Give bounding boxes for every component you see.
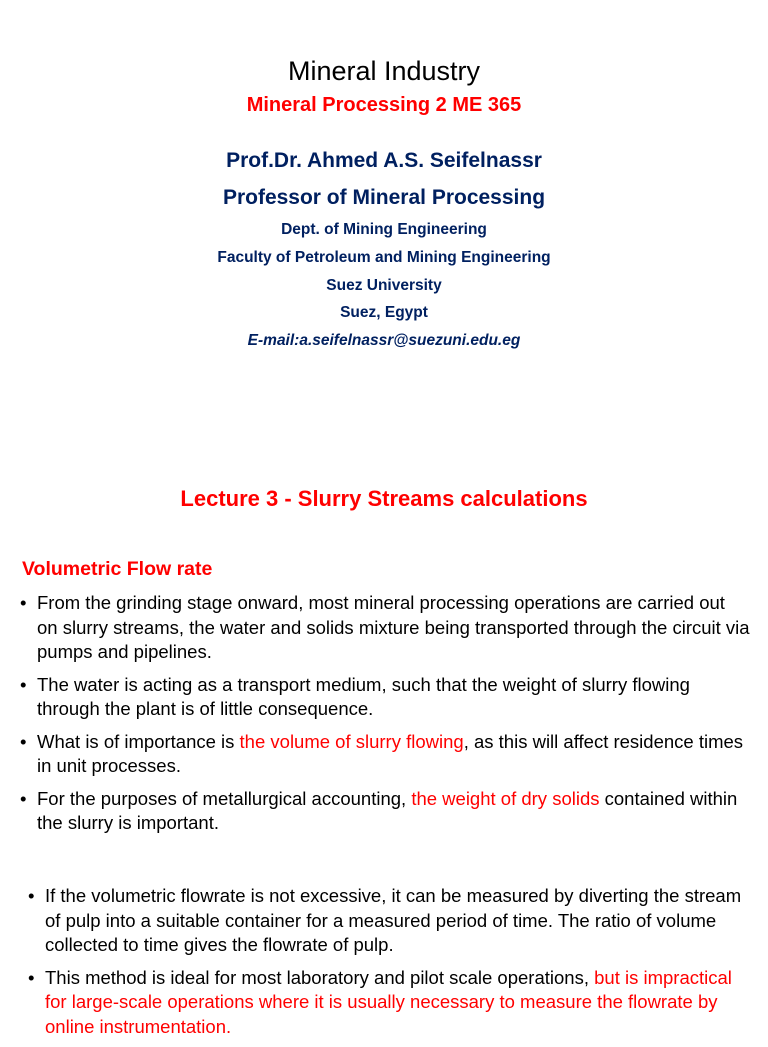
author-university: Suez University: [326, 277, 442, 294]
bullet-list: [20, 591, 750, 844]
bullet-marker: •: [20, 592, 27, 613]
list-item: [28, 966, 750, 1040]
document-title: Mineral Industry: [287, 56, 481, 86]
author-position: Professor of Mineral Processing: [222, 186, 546, 209]
bullet-marker: •: [28, 966, 35, 988]
bullet-text: The water is acting as a transport medium, such that the weight of slurry flowing through the plant is of little consequence.: [37, 673, 690, 719]
bullet-highlight: the weight of dry solids: [411, 787, 600, 809]
bullet-highlight: the volume of slurry flowing: [239, 730, 464, 752]
bullet-text-pre: What is of importance is: [37, 730, 240, 752]
list-item: [28, 884, 750, 958]
lecture-title: Lecture 3 - Slurry Streams calculations: [180, 486, 588, 511]
bullet-text-post: , as this will affect residence times in unit processes.: [37, 730, 744, 776]
list-item: [20, 673, 750, 722]
bullet-marker: •: [20, 787, 27, 809]
bullet-text-post: contained within the slurry is important.: [37, 787, 738, 833]
list-item: [20, 591, 750, 665]
author-location: Suez, Egypt: [340, 304, 428, 321]
author-faculty: Faculty of Petroleum and Mining Engineering: [217, 249, 551, 266]
section-heading: Volumetric Flow rate: [22, 558, 213, 580]
list-item: [20, 787, 750, 836]
bullet-marker: •: [28, 885, 35, 906]
bullet-marker: •: [20, 673, 27, 695]
author-department: Dept. of Mining Engineering: [281, 221, 487, 238]
bullet-text: From the grinding stage onward, most mineral processing operations are carried out on slurry streams, the water and solids mixture being transported through the circuit via pumps and pipelines.: [37, 592, 750, 662]
bullet-highlight: but is impractical for large-scale operations where it is usually necessary to measure the flowrate by online instrumentation.: [45, 966, 732, 1037]
bullet-list-method: [28, 884, 750, 1047]
list-item: [20, 730, 750, 779]
author-name: Prof.Dr. Ahmed A.S. Seifelnassr: [226, 149, 542, 172]
bullet-text: If the volumetric flowrate is not excessive, it can be measured by diverting the stream of pulp into a suitable container for a measured period of time. The ratio of volume collected to time gives the flowrate of pulp.: [45, 885, 742, 955]
bullet-marker: •: [20, 730, 27, 752]
author-email: E-mail:a.seifelnassr@suezuni.edu.eg: [247, 332, 521, 349]
bullet-text-pre: This method is ideal for most laboratory and pilot scale operations,: [45, 966, 595, 988]
bullet-text-pre: For the purposes of metallurgical accounting,: [37, 787, 412, 809]
course-subtitle: Mineral Processing 2 ME 365: [246, 94, 522, 116]
